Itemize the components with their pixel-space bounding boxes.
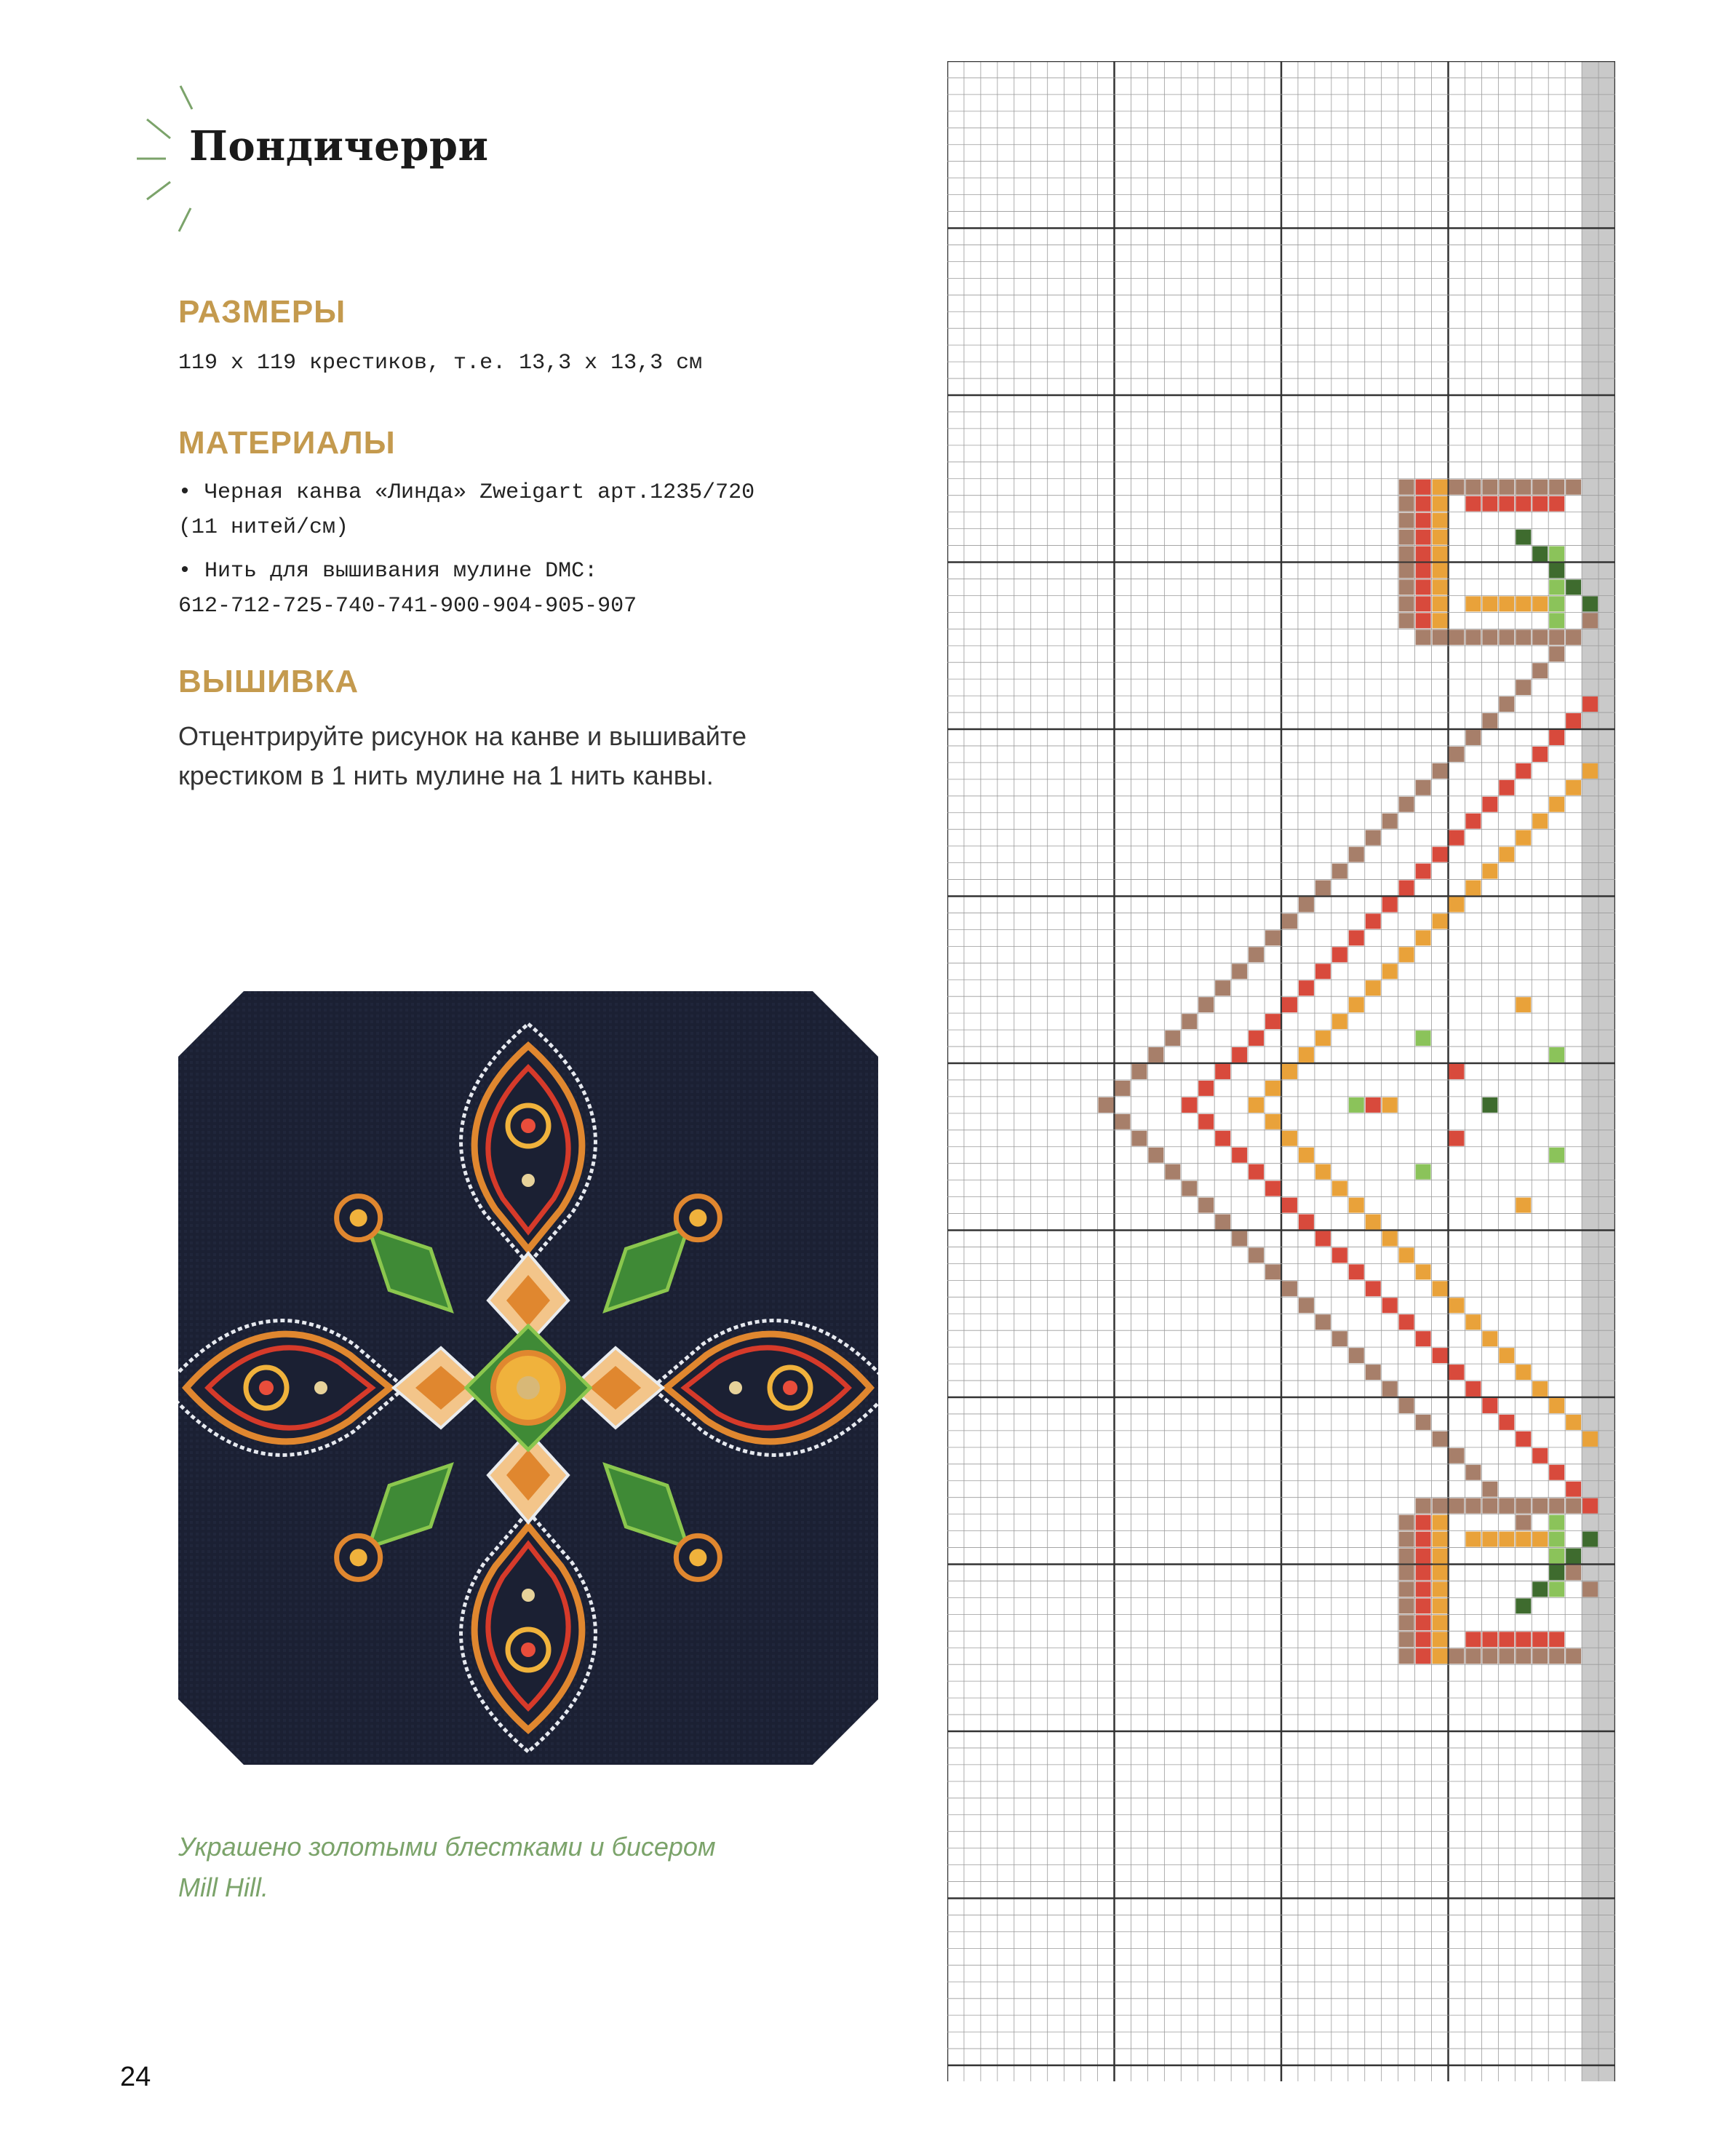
materials-item2-line1: • Нить для вышивания мулине DMC: — [178, 559, 598, 584]
cross-stitch-chart — [947, 61, 1615, 2081]
embroidery-line1: Отцентрируйте рисунок на канве и вышивайте — [178, 721, 746, 751]
embroidery-heading: ВЫШИВКА — [178, 664, 359, 699]
materials-heading: МАТЕРИАЛЫ — [178, 425, 396, 461]
page-number: 24 — [120, 2062, 151, 2092]
materials-item2-line2: 612-712-725-740-741-900-904-905-907 — [178, 594, 637, 619]
page-title: Пондичерри — [189, 122, 489, 170]
materials-item1-line1: • Черная канва «Линда» Zweigart арт.1235/720 — [178, 480, 755, 505]
sizes-text: 119 x 119 крестиков, т.е. 13,3 x 13,3 см — [178, 351, 703, 376]
photo-caption — [178, 1827, 833, 1908]
embroidery-line2: крестиком в 1 нить мулине на 1 нить канвы. — [178, 760, 714, 790]
embroidery-photo — [178, 991, 878, 1765]
caption-line1: Украшено золотыми блестками и бисером — [178, 1832, 716, 1862]
caption-line2: Mill Hill. — [178, 1872, 268, 1902]
sizes-heading: РАЗМЕРЫ — [178, 294, 346, 330]
materials-item1-line2: (11 нитей/см) — [178, 515, 349, 540]
